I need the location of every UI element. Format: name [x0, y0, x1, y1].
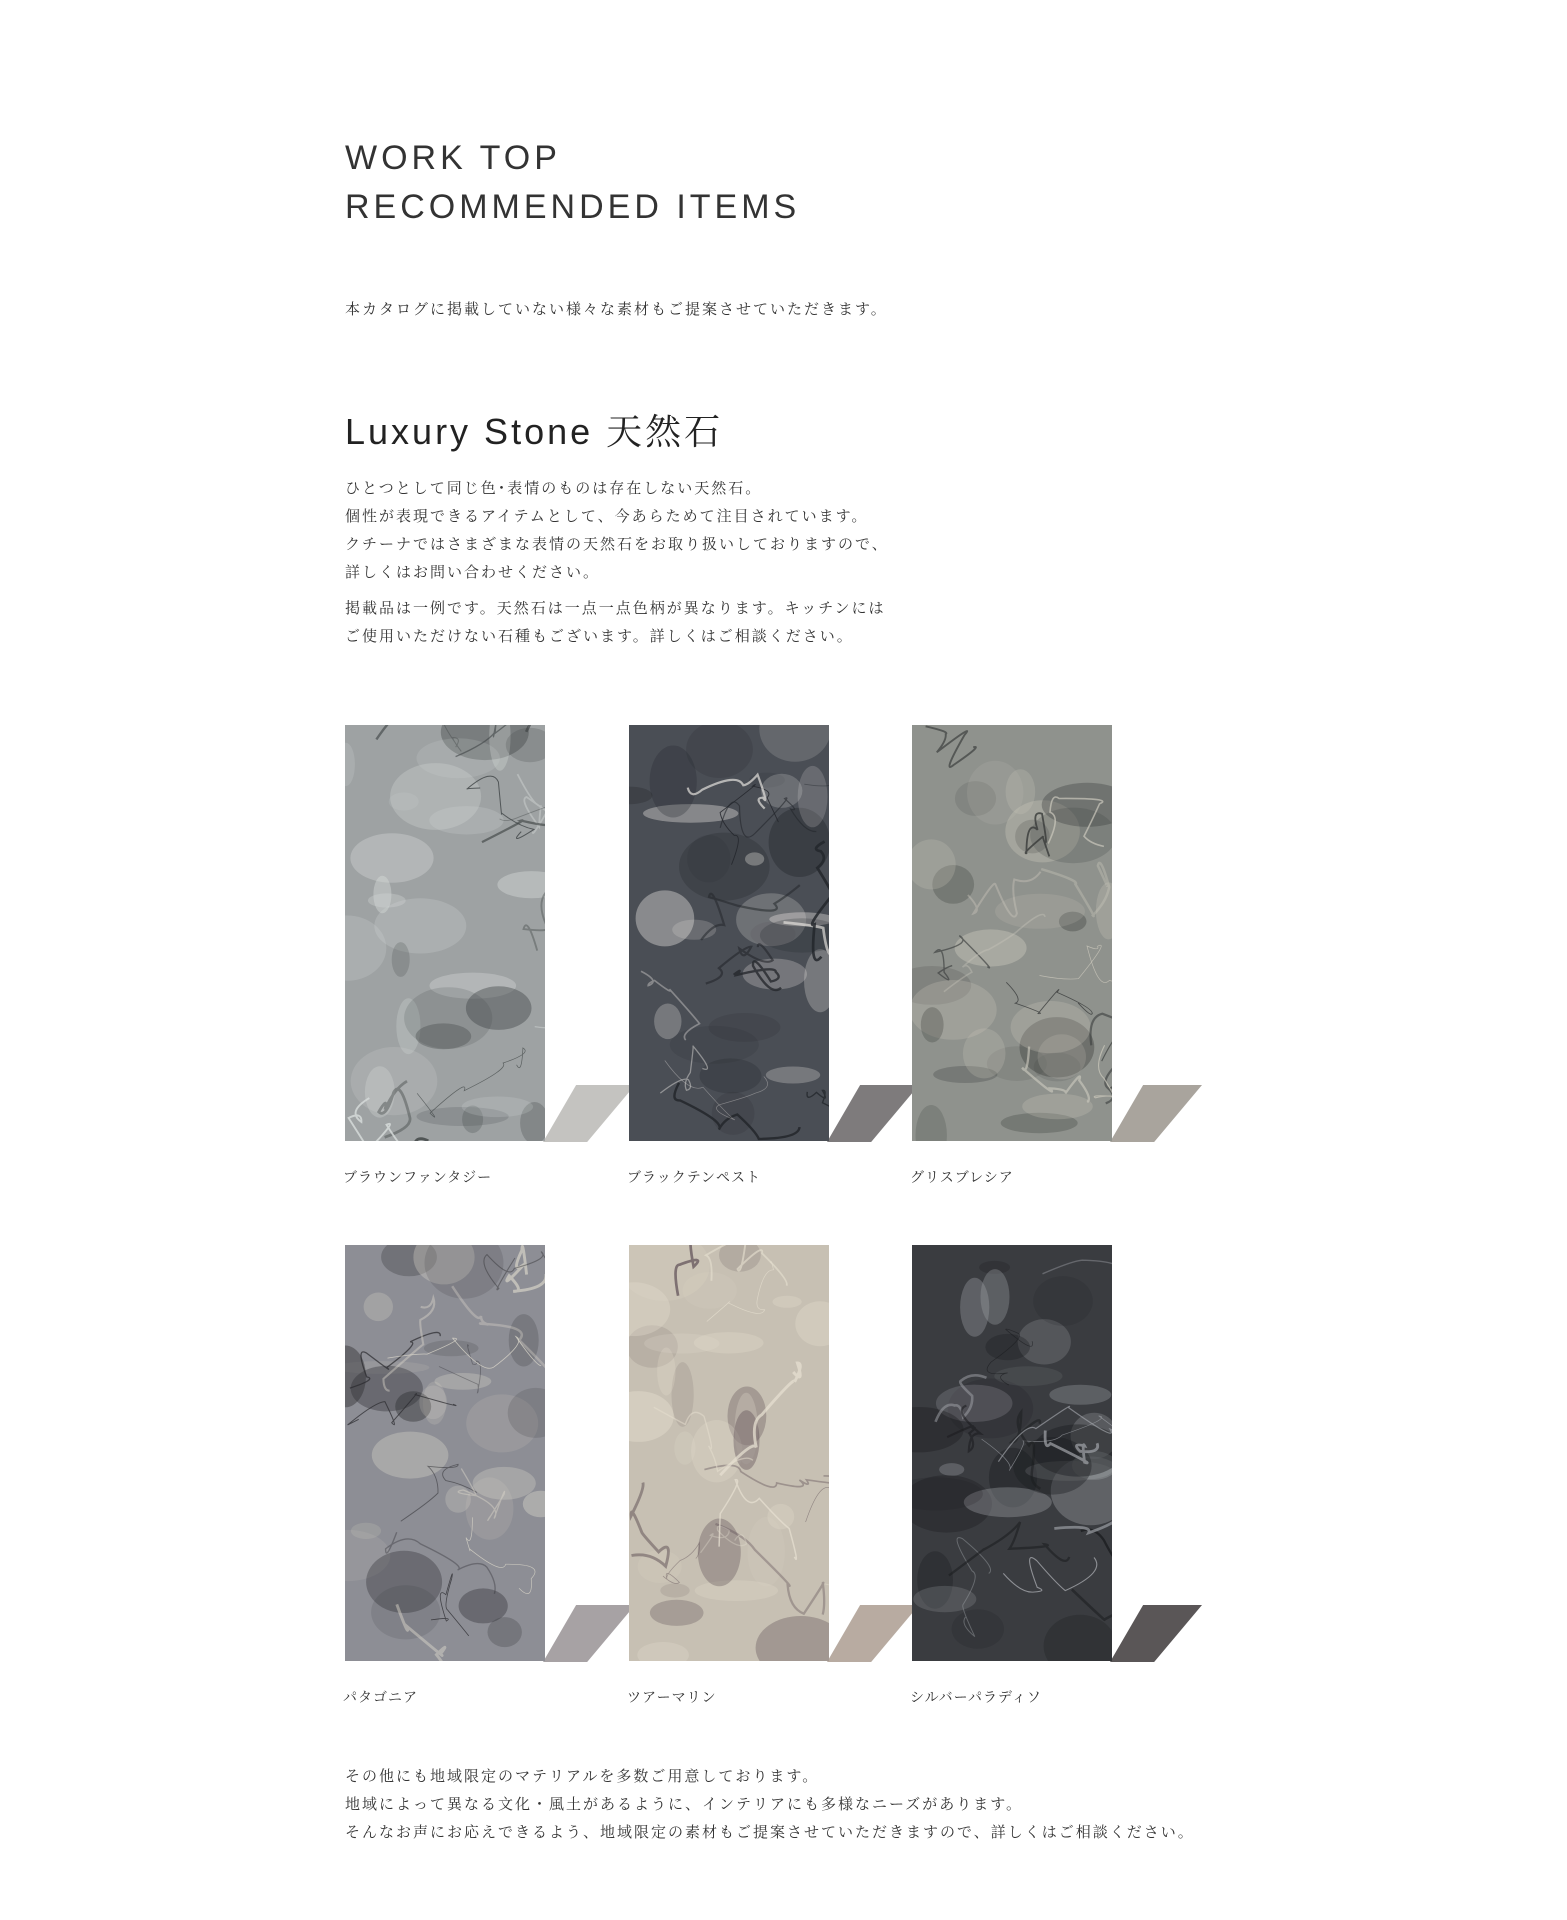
slab-shadow	[1110, 1605, 1202, 1662]
slab-shadow	[827, 1605, 919, 1662]
slab-shadow	[1110, 1085, 1202, 1142]
stone-name: ツアーマリン	[627, 1690, 717, 1706]
description-line: クチーナではさまざまな表情の天然石をお取り扱いしておりますので、	[345, 535, 889, 553]
stone-name: シルバーパラディソ	[910, 1690, 1042, 1706]
slab-shadow	[543, 1085, 635, 1142]
stone-texture-image	[345, 1245, 545, 1661]
section-description	[345, 474, 889, 650]
heading-line-1: WORK TOP	[345, 139, 561, 177]
footer-line: その他にも地域限定のマテリアルを多数ご用意しております。	[345, 1767, 820, 1785]
note-line: 掲載品は一例です。天然石は一点一点色柄が異なります。キッチンには	[345, 599, 886, 617]
page-heading	[345, 134, 800, 232]
note-line: ご使用いただけない石種もございます。詳しくはご相談ください。	[345, 627, 854, 645]
stone-name: ブラックテンペスト	[627, 1170, 762, 1186]
description-line: 詳しくはお問い合わせください。	[345, 563, 601, 581]
stone-texture-image	[912, 1245, 1112, 1661]
footer-line: 地域によって異なる文化・風土があるように、インテリアにも多様なニーズがあります。	[345, 1795, 1024, 1813]
stone-texture-image	[629, 1245, 829, 1661]
stone-name: パタゴニア	[343, 1690, 418, 1706]
description-line: ひとつとして同じ色･表情のものは存在しない天然石。	[345, 479, 763, 497]
heading-line-2: RECOMMENDED ITEMS	[345, 188, 801, 226]
footer-line: そんなお声にお応えできるよう、地域限定の素材もご提案させていただきますので、詳しくはご相談ください。	[345, 1823, 1195, 1841]
section-title: Luxury Stone 天然石	[345, 411, 724, 452]
stone-texture-image	[912, 725, 1112, 1141]
slab-shadow	[827, 1085, 919, 1142]
stone-name: グリスブレシア	[910, 1170, 1014, 1186]
intro-text: 本カタログに掲載していない様々な素材もご提案させていただきます。	[345, 300, 888, 318]
slab-shadow	[543, 1605, 635, 1662]
stone-name: ブラウンファンタジー	[343, 1170, 493, 1186]
stone-texture-image	[629, 725, 829, 1141]
description-line: 個性が表現できるアイテムとして、今あらためて注目されています。	[345, 507, 869, 525]
stone-texture-image	[345, 725, 545, 1141]
footer-text	[345, 1762, 1195, 1846]
